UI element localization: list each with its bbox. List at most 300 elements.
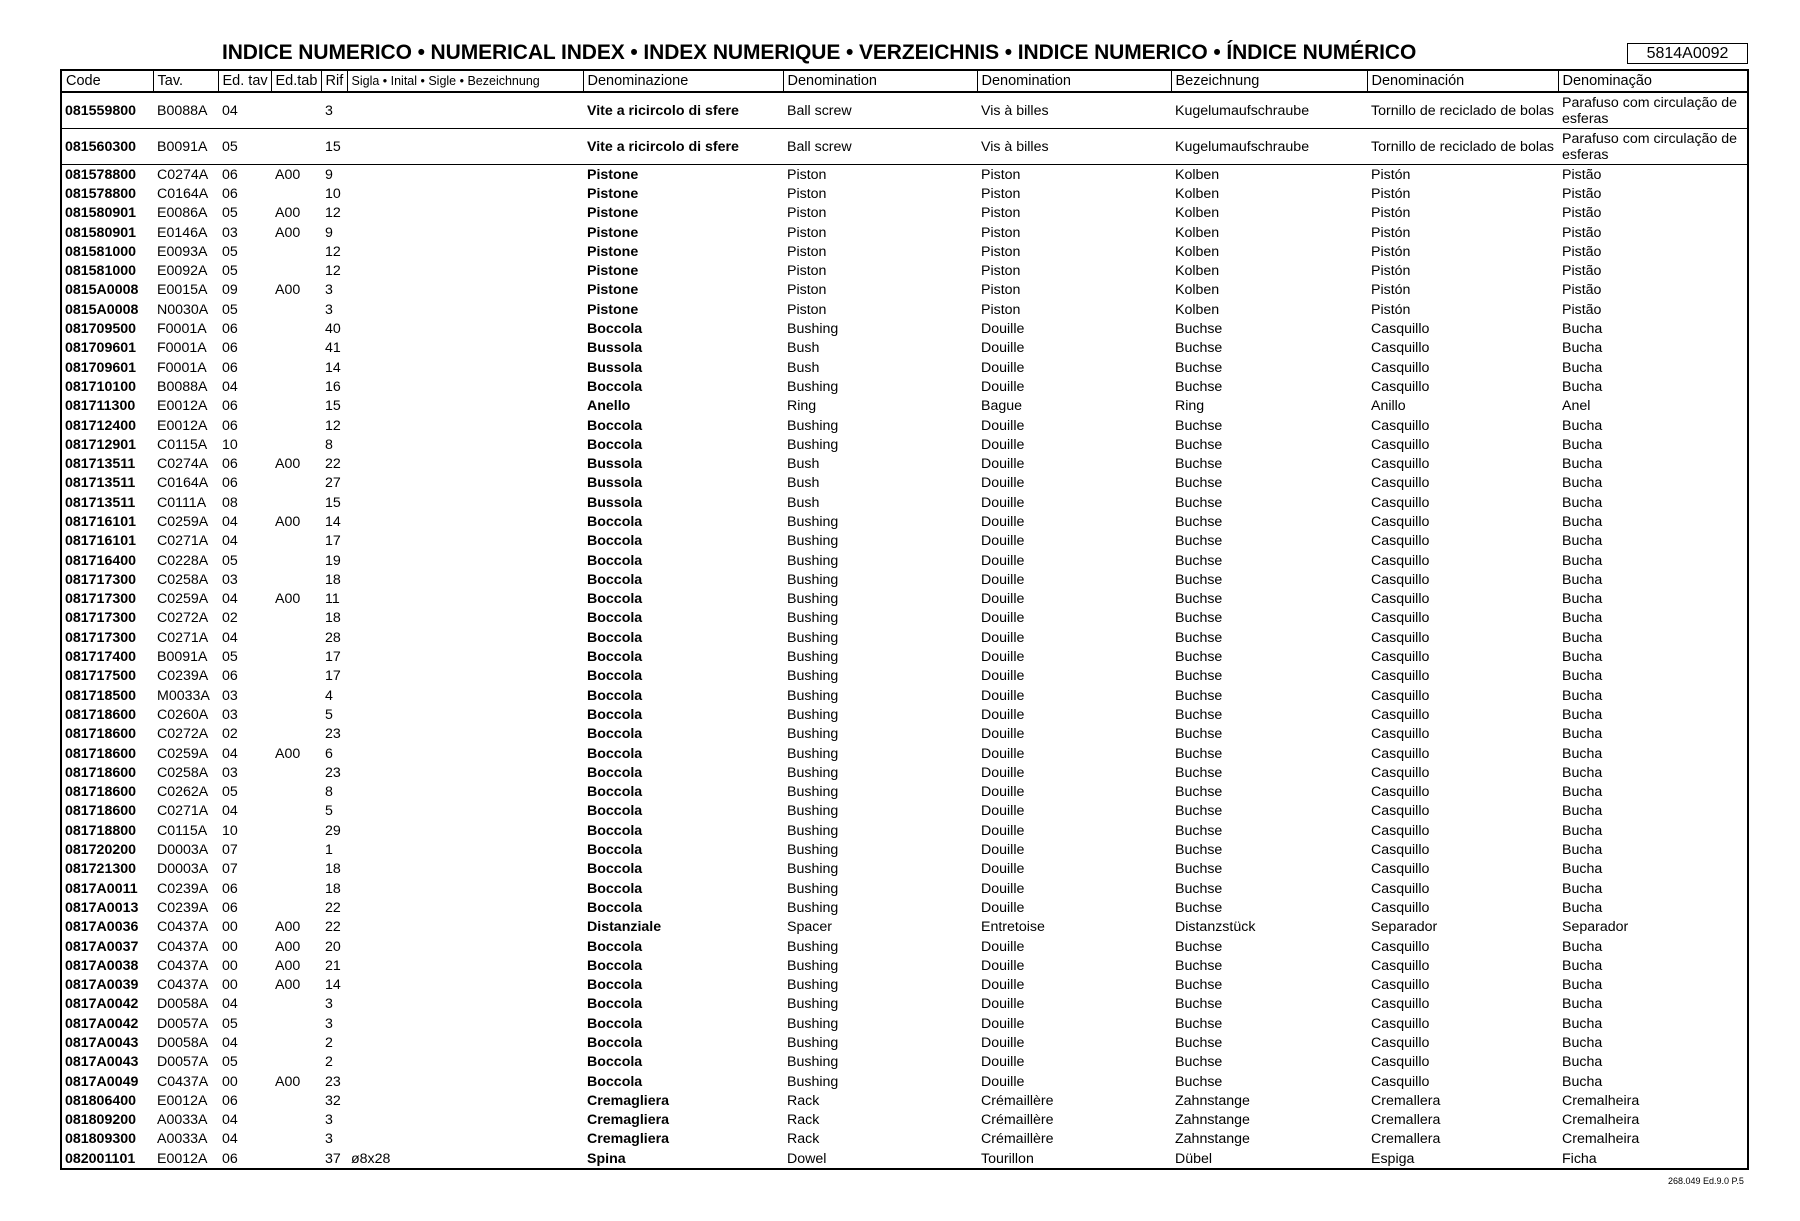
cell-bezeichnung: Buchse [1175,668,1223,685]
cell-sigla [347,416,583,435]
document-code: 5814A0092 [1627,43,1748,64]
cell-denomination-fr: Piston [981,282,1021,299]
cell-denominazione: Boccola [587,745,643,762]
cell-tav: D0003A [157,842,209,859]
cell-tav: C0228A [157,552,209,569]
cell-denominacao: Bucha [1562,591,1603,608]
cell-rif: 15 [325,398,341,415]
cell-denominazione: Cremagliera [587,1131,670,1148]
table-row [61,995,1748,1014]
cell-denomination-en: Piston [787,224,827,241]
cell-denomination-fr: Douille [981,378,1025,395]
cell-bezeichnung: Buchse [1175,591,1223,608]
footer-reference: 268.049 Ed.9.0 P.5 [1668,1176,1744,1186]
cell-denomination-en: Bushing [787,321,839,338]
cell-bezeichnung: Buchse [1175,957,1223,974]
cell-code: 081713511 [65,456,136,473]
col-header-denominacao: Denominação [1558,70,1748,92]
cell-ed-tav: 00 [222,977,238,994]
cell-denominacion: Pistón [1371,224,1411,241]
cell-sigla [347,725,583,744]
cell-denominazione: Boccola [587,552,643,569]
cell-denominazione: Anello [587,398,631,415]
cell-denominacion: Pistón [1371,282,1411,299]
table-row [61,879,1748,898]
cell-bezeichnung: Buchse [1175,726,1223,743]
cell-denominacion: Casquillo [1371,687,1430,704]
table-row [61,184,1748,203]
cell-denomination-en: Bushing [787,861,839,878]
cell-sigla [347,261,583,280]
cell-denominacao: Pistão [1562,263,1602,280]
cell-denominazione: Boccola [587,687,643,704]
cell-bezeichnung: Buchse [1175,475,1223,492]
cell-ed-tav: 00 [222,957,238,974]
cell-denomination-en: Rack [787,1092,820,1109]
cell-code: 081809200 [65,1112,137,1129]
table-row [61,590,1748,609]
cell-ed-tab [271,1091,321,1110]
cell-code: 081718500 [65,687,137,704]
cell-bezeichnung: Buchse [1175,417,1223,434]
cell-denomination-en: Bushing [787,803,839,820]
cell-denomination-en: Bushing [787,822,839,839]
cell-sigla [347,1091,583,1110]
cell-rif: 3 [325,1112,333,1129]
cell-sigla [347,937,583,956]
cell-ed-tab: A00 [275,513,301,530]
cell-denominacao: Bucha [1562,571,1603,588]
cell-denomination-fr: Douille [981,957,1025,974]
cell-rif: 2 [325,1054,333,1071]
cell-denominacion: Casquillo [1371,996,1430,1013]
cell-denominacao: Bucha [1562,996,1603,1013]
cell-denominazione: Boccola [587,880,643,897]
table-row [61,377,1748,396]
cell-tav: B0088A [157,378,208,395]
cell-denomination-fr: Douille [981,726,1025,743]
cell-bezeichnung: Buchse [1175,842,1223,859]
cell-tav: C0437A [157,977,209,994]
cell-denomination-fr: Crémaillère [981,1092,1054,1109]
cell-denominacao: Separador [1562,919,1629,936]
cell-bezeichnung: Buchse [1175,745,1223,762]
cell-tav: E0092A [157,263,208,280]
cell-denominacion: Tornillo de reciclado de bolas [1367,92,1558,129]
cell-sigla [347,647,583,666]
cell-ed-tab [271,840,321,859]
cell-sigla [347,474,583,493]
cell-bezeichnung: Buchse [1175,899,1223,916]
table-row [61,319,1748,338]
cell-ed-tab [271,898,321,917]
table-row [61,1149,1748,1169]
cell-ed-tav: 08 [222,494,238,511]
cell-denomination-fr: Douille [981,436,1025,453]
cell-tav: E0146A [157,224,208,241]
cell-tav: F0001A [157,340,207,357]
cell-tav: C0437A [157,957,209,974]
table-row [61,223,1748,242]
cell-bezeichnung: Zahnstange [1175,1131,1250,1148]
cell-denominacao: Bucha [1562,456,1603,473]
cell-sigla [347,551,583,570]
cell-denominacao: Bucha [1562,803,1603,820]
cell-denomination-en: Bushing [787,938,839,955]
cell-denominazione: Pistone [587,224,639,241]
cell-ed-tav: 00 [222,938,238,955]
cell-ed-tab: A00 [275,456,301,473]
cell-denomination-en: Bushing [787,417,839,434]
table-row [61,1130,1748,1149]
cell-code: 081578800 [65,166,137,183]
cell-bezeichnung: Buchse [1175,513,1223,530]
cell-rif: 17 [325,649,341,666]
cell-denominazione: Pistone [587,301,639,318]
cell-denominazione: Boccola [587,321,643,338]
cell-bezeichnung: Buchse [1175,1035,1223,1051]
cell-denominazione: Boccola [587,706,643,723]
cell-ed-tab [271,416,321,435]
cell-denomination-fr: Douille [981,861,1025,878]
cell-rif: 3 [325,1015,333,1032]
cell-denomination-fr: Vis à billes [977,92,1171,129]
cell-rif: 14 [325,513,341,530]
cell-ed-tab [271,184,321,203]
cell-denomination-en: Bushing [787,1054,839,1071]
cell-rif: 19 [325,552,341,569]
cell-ed-tav: 10 [222,822,238,839]
cell-ed-tav: 06 [222,340,238,357]
cell-denominacion: Casquillo [1371,861,1430,878]
cell-denominazione: Boccola [587,842,643,859]
cell-sigla [347,223,583,242]
cell-bezeichnung: Ring [1175,398,1205,415]
cell-tav: B0088A [153,92,218,129]
cell-ed-tav: 06 [222,417,238,434]
cell-ed-tav: 04 [222,629,238,646]
cell-rif: 8 [325,784,333,801]
cell-denominacao: Cremalheira [1562,1131,1640,1148]
table-row [61,1033,1748,1052]
cell-tav: C0437A [157,1073,209,1090]
cell-sigla [347,860,583,879]
cell-denominacao: Bucha [1562,629,1603,646]
cell-denomination-fr: Douille [981,533,1025,550]
cell-rif: 3 [325,996,333,1013]
cell-code: 081718600 [65,706,137,723]
cell-code: 081716400 [65,552,137,569]
cell-tav: C0258A [157,571,209,588]
cell-ed-tav: 06 [222,899,238,916]
cell-ed-tab [271,339,321,358]
cell-sigla [347,377,583,396]
cell-code: 081717300 [65,591,137,608]
cell-ed-tab [271,647,321,666]
cell-rif: 3 [325,282,333,299]
cell-denominacao: Bucha [1562,475,1603,492]
cell-code: 0817A0043 [65,1035,139,1051]
cell-sigla [347,609,583,628]
cell-ed-tab [271,300,321,319]
cell-bezeichnung: Buchse [1175,610,1223,627]
cell-code: 0817A0037 [65,938,139,955]
cell-denominazione: Boccola [587,996,643,1013]
cell-denomination-en: Bushing [787,687,839,704]
cell-ed-tab [271,995,321,1014]
cell-denominacion: Casquillo [1371,456,1430,473]
cell-ed-tab [271,1053,321,1072]
cell-denomination-en: Piston [787,263,827,280]
cell-denominazione: Bussola [587,456,643,473]
cell-denominacion: Casquillo [1371,880,1430,897]
cell-code: 0817A0036 [65,919,139,936]
cell-denominacion: Casquillo [1371,1015,1430,1032]
cell-rif: 10 [325,185,341,202]
cell-code: 081717500 [65,668,137,685]
cell-sigla [347,744,583,763]
cell-denomination-en: Rack [787,1131,820,1148]
cell-denominacion: Casquillo [1371,378,1430,395]
cell-rif: 8 [325,436,333,453]
cell-bezeichnung: Buchse [1175,552,1223,569]
table-row [61,570,1748,589]
cell-rif: 32 [325,1092,341,1109]
table-row [61,609,1748,628]
cell-denomination-en: Bushing [787,591,839,608]
cell-sigla [347,281,583,300]
cell-tav: B0091A [157,649,208,666]
cell-sigla [347,1072,583,1091]
table-row [61,474,1748,493]
cell-ed-tab [271,821,321,840]
cell-denominazione: Boccola [587,938,643,955]
cell-rif: 22 [325,456,341,473]
cell-ed-tav: 02 [222,726,238,743]
cell-ed-tab [271,474,321,493]
cell-tav: E0015A [157,282,208,299]
cell-rif: 28 [325,629,341,646]
cell-rif: 14 [325,359,341,376]
col-header-sigla: Sigla • Inital • Sigle • Bezeichnung [347,70,583,92]
cell-bezeichnung: Distanzstück [1175,919,1256,936]
cell-code: 081580901 [65,205,137,222]
col-header-ed-tav: Ed. tav [218,70,271,92]
cell-sigla [347,435,583,454]
cell-ed-tav: 04 [222,591,238,608]
cell-denominacion: Casquillo [1371,1054,1430,1071]
cell-ed-tav: 05 [222,649,238,666]
cell-tav: C0274A [157,166,209,183]
cell-bezeichnung: Dübel [1175,1150,1213,1167]
cell-sigla [347,1014,583,1033]
cell-denominacao: Bucha [1562,494,1603,511]
col-header-tav: Tav. [153,70,218,92]
cell-sigla [347,1130,583,1149]
cell-denominazione: Boccola [587,533,643,550]
cell-bezeichnung: Kolben [1175,263,1220,280]
cell-denominacao: Bucha [1562,378,1603,395]
cell-denominacao: Bucha [1562,359,1603,376]
cell-ed-tav: 04 [222,745,238,762]
cell-ed-tab: A00 [275,957,301,974]
cell-denomination-fr: Douille [981,803,1025,820]
cell-code: 0817A0042 [65,1015,139,1032]
cell-denominacion: Casquillo [1371,899,1430,916]
cell-denominacion: Casquillo [1371,417,1430,434]
cell-denominacion: Pistón [1371,243,1411,260]
cell-bezeichnung: Kolben [1175,301,1220,318]
cell-tav: D0058A [157,1035,209,1051]
cell-tav: C0274A [157,456,209,473]
cell-sigla [347,570,583,589]
cell-ed-tav: 05 [222,263,238,280]
cell-denominacao: Cremalheira [1562,1112,1640,1129]
cell-denomination-fr: Douille [981,899,1025,916]
cell-denomination-fr: Crémaillère [981,1131,1054,1148]
cell-denomination-fr: Piston [981,224,1021,241]
cell-ed-tav: 00 [222,919,238,936]
cell-bezeichnung: Buchse [1175,880,1223,897]
cell-denominacion: Casquillo [1371,591,1430,608]
cell-denominacion: Casquillo [1371,340,1430,357]
cell-code: 0817A0039 [65,977,139,994]
table-row [61,1053,1748,1072]
cell-ed-tab [271,725,321,744]
cell-ed-tav: 03 [222,706,238,723]
cell-denomination-fr: Douille [981,610,1025,627]
cell-sigla [347,686,583,705]
cell-bezeichnung: Kolben [1175,243,1220,260]
cell-tav: C0259A [157,513,209,530]
cell-tav: C0271A [157,803,209,820]
cell-denominacao: Bucha [1562,668,1603,685]
cell-bezeichnung: Buchse [1175,359,1223,376]
cell-sigla [347,454,583,473]
cell-sigla [347,319,583,338]
table-row [61,1014,1748,1033]
cell-ed-tab: A00 [275,224,301,241]
cell-denominacao: Bucha [1562,533,1603,550]
cell-ed-tav: 06 [222,1150,238,1167]
cell-code: 0815A0008 [65,282,139,299]
table-row [61,628,1748,647]
cell-denominacao: Bucha [1562,861,1603,878]
cell-bezeichnung: Buchse [1175,378,1223,395]
page-title: INDICE NUMERICO • NUMERICAL INDEX • INDEX NUMERIQUE • VERZEICHNIS • INDICE NUMERICO • ÍNDICE NUMÉRICO [222,41,1417,64]
cell-tav: D0057A [157,1054,209,1071]
cell-code: 081718600 [65,803,137,820]
cell-bezeichnung: Buchse [1175,533,1223,550]
cell-sigla [347,358,583,377]
cell-denomination-fr: Douille [981,571,1025,588]
cell-code: 081806400 [65,1092,137,1109]
cell-denominazione: Boccola [587,436,643,453]
cell-rif: 9 [325,224,333,241]
cell-ed-tav: 03 [222,224,238,241]
cell-denomination-fr: Douille [981,1073,1025,1090]
cell-denominazione: Distanziale [587,919,662,936]
cell-denomination-en: Bushing [787,571,839,588]
cell-denomination-en: Bushing [787,977,839,994]
cell-denominazione: Boccola [587,1073,643,1090]
cell-denominacao: Pistão [1562,205,1602,222]
cell-denomination-en: Bushing [787,957,839,974]
cell-rif: 11 [325,591,340,608]
cell-denomination-en: Bushing [787,899,839,916]
cell-denominacion: Pistón [1371,301,1411,318]
cell-denomination-fr: Douille [981,475,1025,492]
cell-rif: 37 [325,1150,341,1167]
cell-denominazione: Boccola [587,784,643,801]
cell-denominacao: Bucha [1562,977,1603,994]
cell-ed-tab [271,377,321,396]
cell-denomination-fr: Douille [981,745,1025,762]
cell-code: 081580901 [65,224,137,241]
table-header-row [61,70,1748,92]
cell-sigla [347,512,583,531]
cell-bezeichnung: Buchse [1175,977,1223,994]
cell-denominacao: Bucha [1562,1035,1603,1051]
cell-denominacao: Ficha [1562,1150,1597,1167]
cell-ed-tav: 10 [222,436,238,453]
cell-ed-tav: 04 [222,803,238,820]
cell-code: 081716101 [65,533,137,550]
cell-rif: 23 [325,1073,341,1090]
cell-denomination-en: Bushing [787,668,839,685]
cell-denomination-fr: Douille [981,649,1025,666]
cell-denominazione: Boccola [587,378,643,395]
col-header-code: Code [61,70,153,92]
cell-ed-tav: 06 [222,359,238,376]
table-row [61,860,1748,879]
cell-rif: 5 [325,706,333,723]
cell-tav: C0271A [157,629,209,646]
cell-denominazione: Boccola [587,977,643,994]
cell-code: 081709601 [65,340,137,357]
cell-denominacion: Casquillo [1371,938,1430,955]
table-row [61,204,1748,223]
cell-sigla [347,628,583,647]
cell-rif: 17 [325,533,341,550]
table-row [61,937,1748,956]
cell-denominacao: Pistão [1562,224,1602,241]
cell-denomination-en: Piston [787,243,827,260]
cell-denominazione: Boccola [587,899,643,916]
cell-denominacion: Cremallera [1371,1092,1441,1109]
cell-ed-tab [271,609,321,628]
cell-denomination-en: Bush [787,340,820,357]
cell-denominacion: Casquillo [1371,359,1430,376]
cell-ed-tav: 04 [222,513,238,530]
table-row [61,975,1748,994]
cell-code: 0817A0042 [65,996,139,1013]
table-row [61,647,1748,666]
cell-denominacao: Bucha [1562,436,1603,453]
cell-denomination-fr: Piston [981,205,1021,222]
table-row [61,686,1748,705]
cell-ed-tab: A00 [275,977,301,994]
cell-denomination-fr: Douille [981,417,1025,434]
cell-denominazione: Boccola [587,417,643,434]
cell-denomination-fr: Tourillon [981,1150,1034,1167]
cell-tav: E0086A [157,205,208,222]
cell-ed-tab: A00 [275,745,301,762]
cell-ed-tav: 05 [222,552,238,569]
table-row [61,1072,1748,1091]
table-row [61,397,1748,416]
cell-ed-tav: 04 [218,92,271,129]
